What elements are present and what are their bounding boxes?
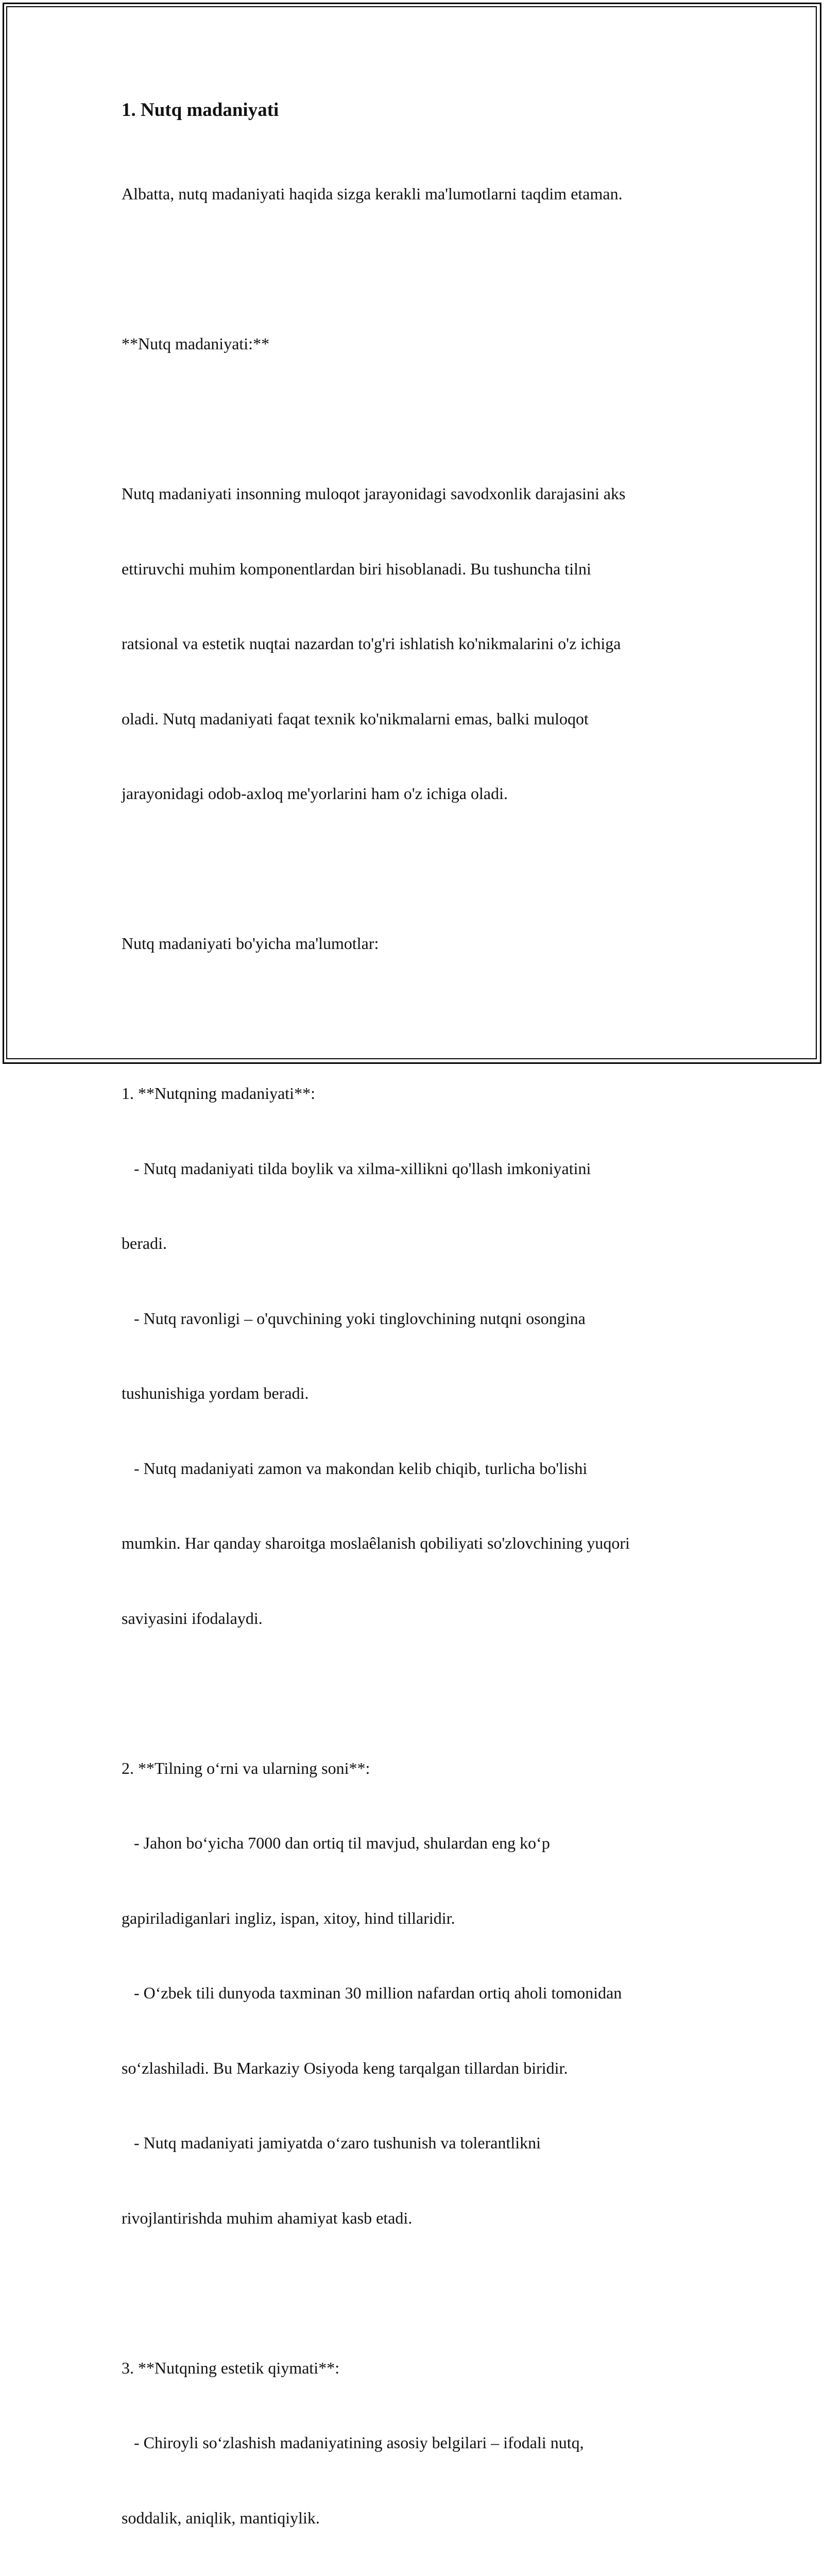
text-line: - Jahon boʻyicha 7000 dan ortiq til mavjud, shulardan eng koʻp <box>122 1834 550 1852</box>
text-line <box>122 406 709 432</box>
text-line <box>122 257 709 282</box>
text-line <box>122 856 709 882</box>
text-line: soʻzlashiladi. Bu Markaziy Osiyoda keng tarqalgan tillardan biridir. <box>122 2058 568 2077</box>
text-line: rivojlantirishda muhim ahamiyat kasb etadi. <box>122 2208 413 2227</box>
text-line: saviyasini ifodalaydi. <box>122 1608 263 1628</box>
text-line: beradi. <box>122 1234 167 1252</box>
section-heading: 1. Nutq madaniyati <box>122 99 279 121</box>
text-line: jarayonidagi odob-axloq me'yorlarini ham o'z ichiga oladi. <box>122 784 508 803</box>
text-line: 1. **Nutqning madaniyati**: <box>122 1084 315 1103</box>
text-line: soddalik, aniqlik, mantiqiylik. <box>122 2508 320 2527</box>
text-line <box>122 1006 709 1031</box>
text-line: - Nutq ravonligi – o'quvchining yoki tinglovchining nutqni osongina <box>122 1309 586 1328</box>
text-line: Nutq madaniyati bo'yicha ma'lumotlar: <box>122 934 379 953</box>
text-line: mumkin. Har qanday sharoitga moslaêlanish qobiliyati so'zlovchining yuqori <box>122 1534 630 1552</box>
text-line: 3. **Nutqning estetik qiymati**: <box>122 2358 340 2377</box>
text-line: Nutq madaniyati insonning muloqot jarayonidagi savodxonlik darajasini aks <box>122 484 626 503</box>
document-text <box>122 131 709 2576</box>
text-line: - Nutq madaniyati jamiyatda oʻzaro tushunish va tolerantlikni <box>122 2133 541 2152</box>
text-line: oladi. Nutq madaniyati faqat texnik ko'nikmalarni emas, balki muloqot <box>122 709 589 728</box>
text-line <box>122 2280 709 2306</box>
text-line: - Nutq madaniyati tilda boylik va xilma-xillikni qo'llash imkoniyatini <box>122 1159 591 1178</box>
text-line: gapiriladiganlari ingliz, ispan, xitoy, hind tillaridir. <box>122 1908 455 1927</box>
text-line: - Chiroyli soʻzlashish madaniyatining asosiy belgilari – ifodali nutq, <box>122 2433 584 2452</box>
document-body <box>122 95 709 2576</box>
text-line: ratsional va estetik nuqtai nazardan to'g'ri ishlatish ko'nikmalarini o'z ichiga <box>122 634 621 653</box>
text-line: - Oʻzbek tili dunyoda taxminan 30 million nafardan ortiq aholi tomonidan <box>122 1984 622 2002</box>
text-line: 2. **Tilning oʻrni va ularning soni**: <box>122 1758 370 1777</box>
text-line: - Nutq madaniyati zamon va makondan kelib chiqib, turlicha bo'lishi <box>122 1459 588 1478</box>
text-line: ettiruvchi muhim komponentlardan biri hisoblanadi. Bu tushuncha tilni <box>122 559 591 578</box>
text-line: **Nutq madaniyati:** <box>122 334 270 353</box>
text-line: Albatta, nutq madaniyati haqida sizga kerakli ma'lumotlarni taqdim etaman. <box>122 184 623 203</box>
text-line <box>122 1681 709 1706</box>
text-line: tushunishiga yordam beradi. <box>122 1384 309 1402</box>
